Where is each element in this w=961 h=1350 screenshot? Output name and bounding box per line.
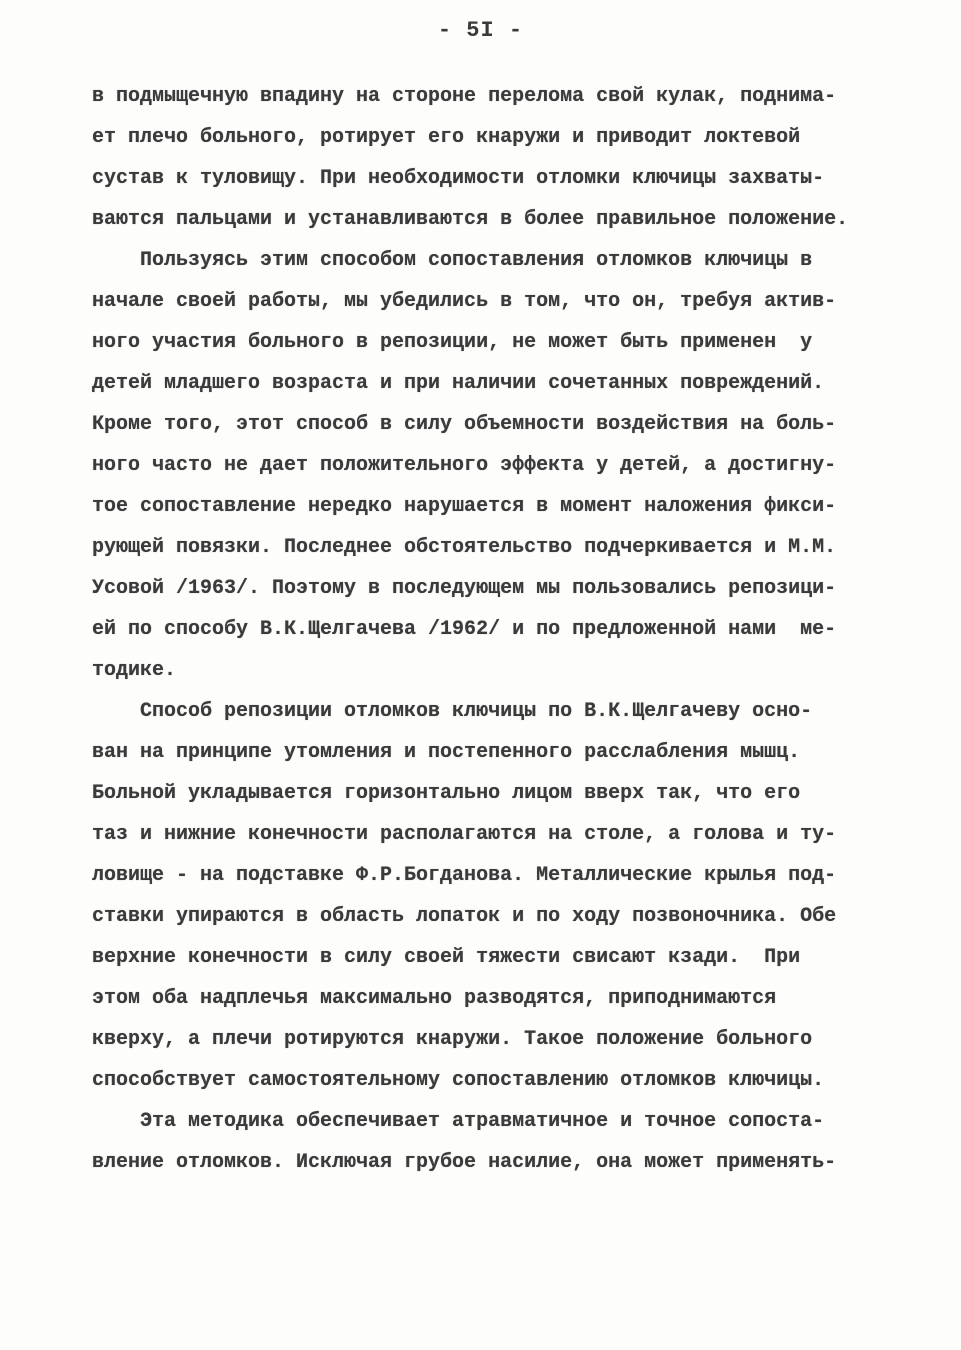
text-line: ет плечо больного, ротирует его кнаружи и приводит локтевой bbox=[92, 126, 801, 149]
body-text bbox=[92, 76, 882, 1183]
text-line: ного участия больного в репозиции, не может быть применен у bbox=[92, 331, 813, 354]
text-line: Кроме того, этот способ в силу объемности воздействия на боль- bbox=[92, 413, 837, 436]
text-line: сустав к туловищу. При необходимости отломки ключицы захваты- bbox=[92, 167, 825, 190]
text-line: детей младшего возраста и при наличии сочетанных повреждений. bbox=[92, 372, 825, 395]
text-line: Способ репозиции отломков ключицы по В.К.Щелгачеву осно- bbox=[92, 700, 813, 723]
text-line: Эта методика обеспечивает атравматичное и точное сопоста- bbox=[92, 1110, 825, 1133]
text-line: Пользуясь этим способом сопоставления отломков ключицы в bbox=[92, 249, 813, 272]
text-line: ловище - на подставке Ф.Р.Богданова. Металлические крылья под- bbox=[92, 864, 837, 887]
text-line: способствует самостоятельному сопоставлению отломков ключицы. bbox=[92, 1069, 825, 1092]
text-line: Больной укладывается горизонтально лицом вверх так, что его bbox=[92, 782, 801, 805]
text-line: тодике. bbox=[92, 659, 177, 682]
text-line: рующей повязки. Последнее обстоятельство подчеркивается и М.М. bbox=[92, 536, 837, 559]
text-line: тое сопоставление нередко нарушается в момент наложения фикси- bbox=[92, 495, 837, 518]
text-line: верхние конечности в силу своей тяжести свисают кзади. При bbox=[92, 946, 801, 969]
text-line: ваются пальцами и устанавливаются в более правильное положение. bbox=[92, 208, 849, 231]
text-line: вление отломков. Исключая грубое насилие, она может применять- bbox=[92, 1151, 837, 1174]
text-line: начале своей работы, мы убедились в том, что он, требуя актив- bbox=[92, 290, 837, 313]
text-line: ставки упираются в область лопаток и по ходу позвоночника. Обе bbox=[92, 905, 837, 928]
page-number: - 5I - bbox=[437, 18, 524, 43]
text-line: Усовой /1963/. Поэтому в последующем мы пользовались репозици- bbox=[92, 577, 837, 600]
text-line: этом оба надплечья максимально разводятся, приподнимаются bbox=[92, 987, 777, 1010]
text-line: ей по способу В.К.Щелгачева /1962/ и по предложенной нами ме- bbox=[92, 618, 837, 641]
text-line: ван на принципе утомления и постепенного расслабления мышц. bbox=[92, 741, 801, 764]
text-line: кверху, а плечи ротируются кнаружи. Такое положение больного bbox=[92, 1028, 813, 1051]
text-line: таз и нижние конечности располагаются на столе, а голова и ту- bbox=[92, 823, 837, 846]
text-line: в подмыщечную впадину на стороне перелома свой кулак, поднима- bbox=[92, 85, 837, 108]
text-line: ного часто не дает положительного эффекта у детей, а достигну- bbox=[92, 454, 837, 477]
